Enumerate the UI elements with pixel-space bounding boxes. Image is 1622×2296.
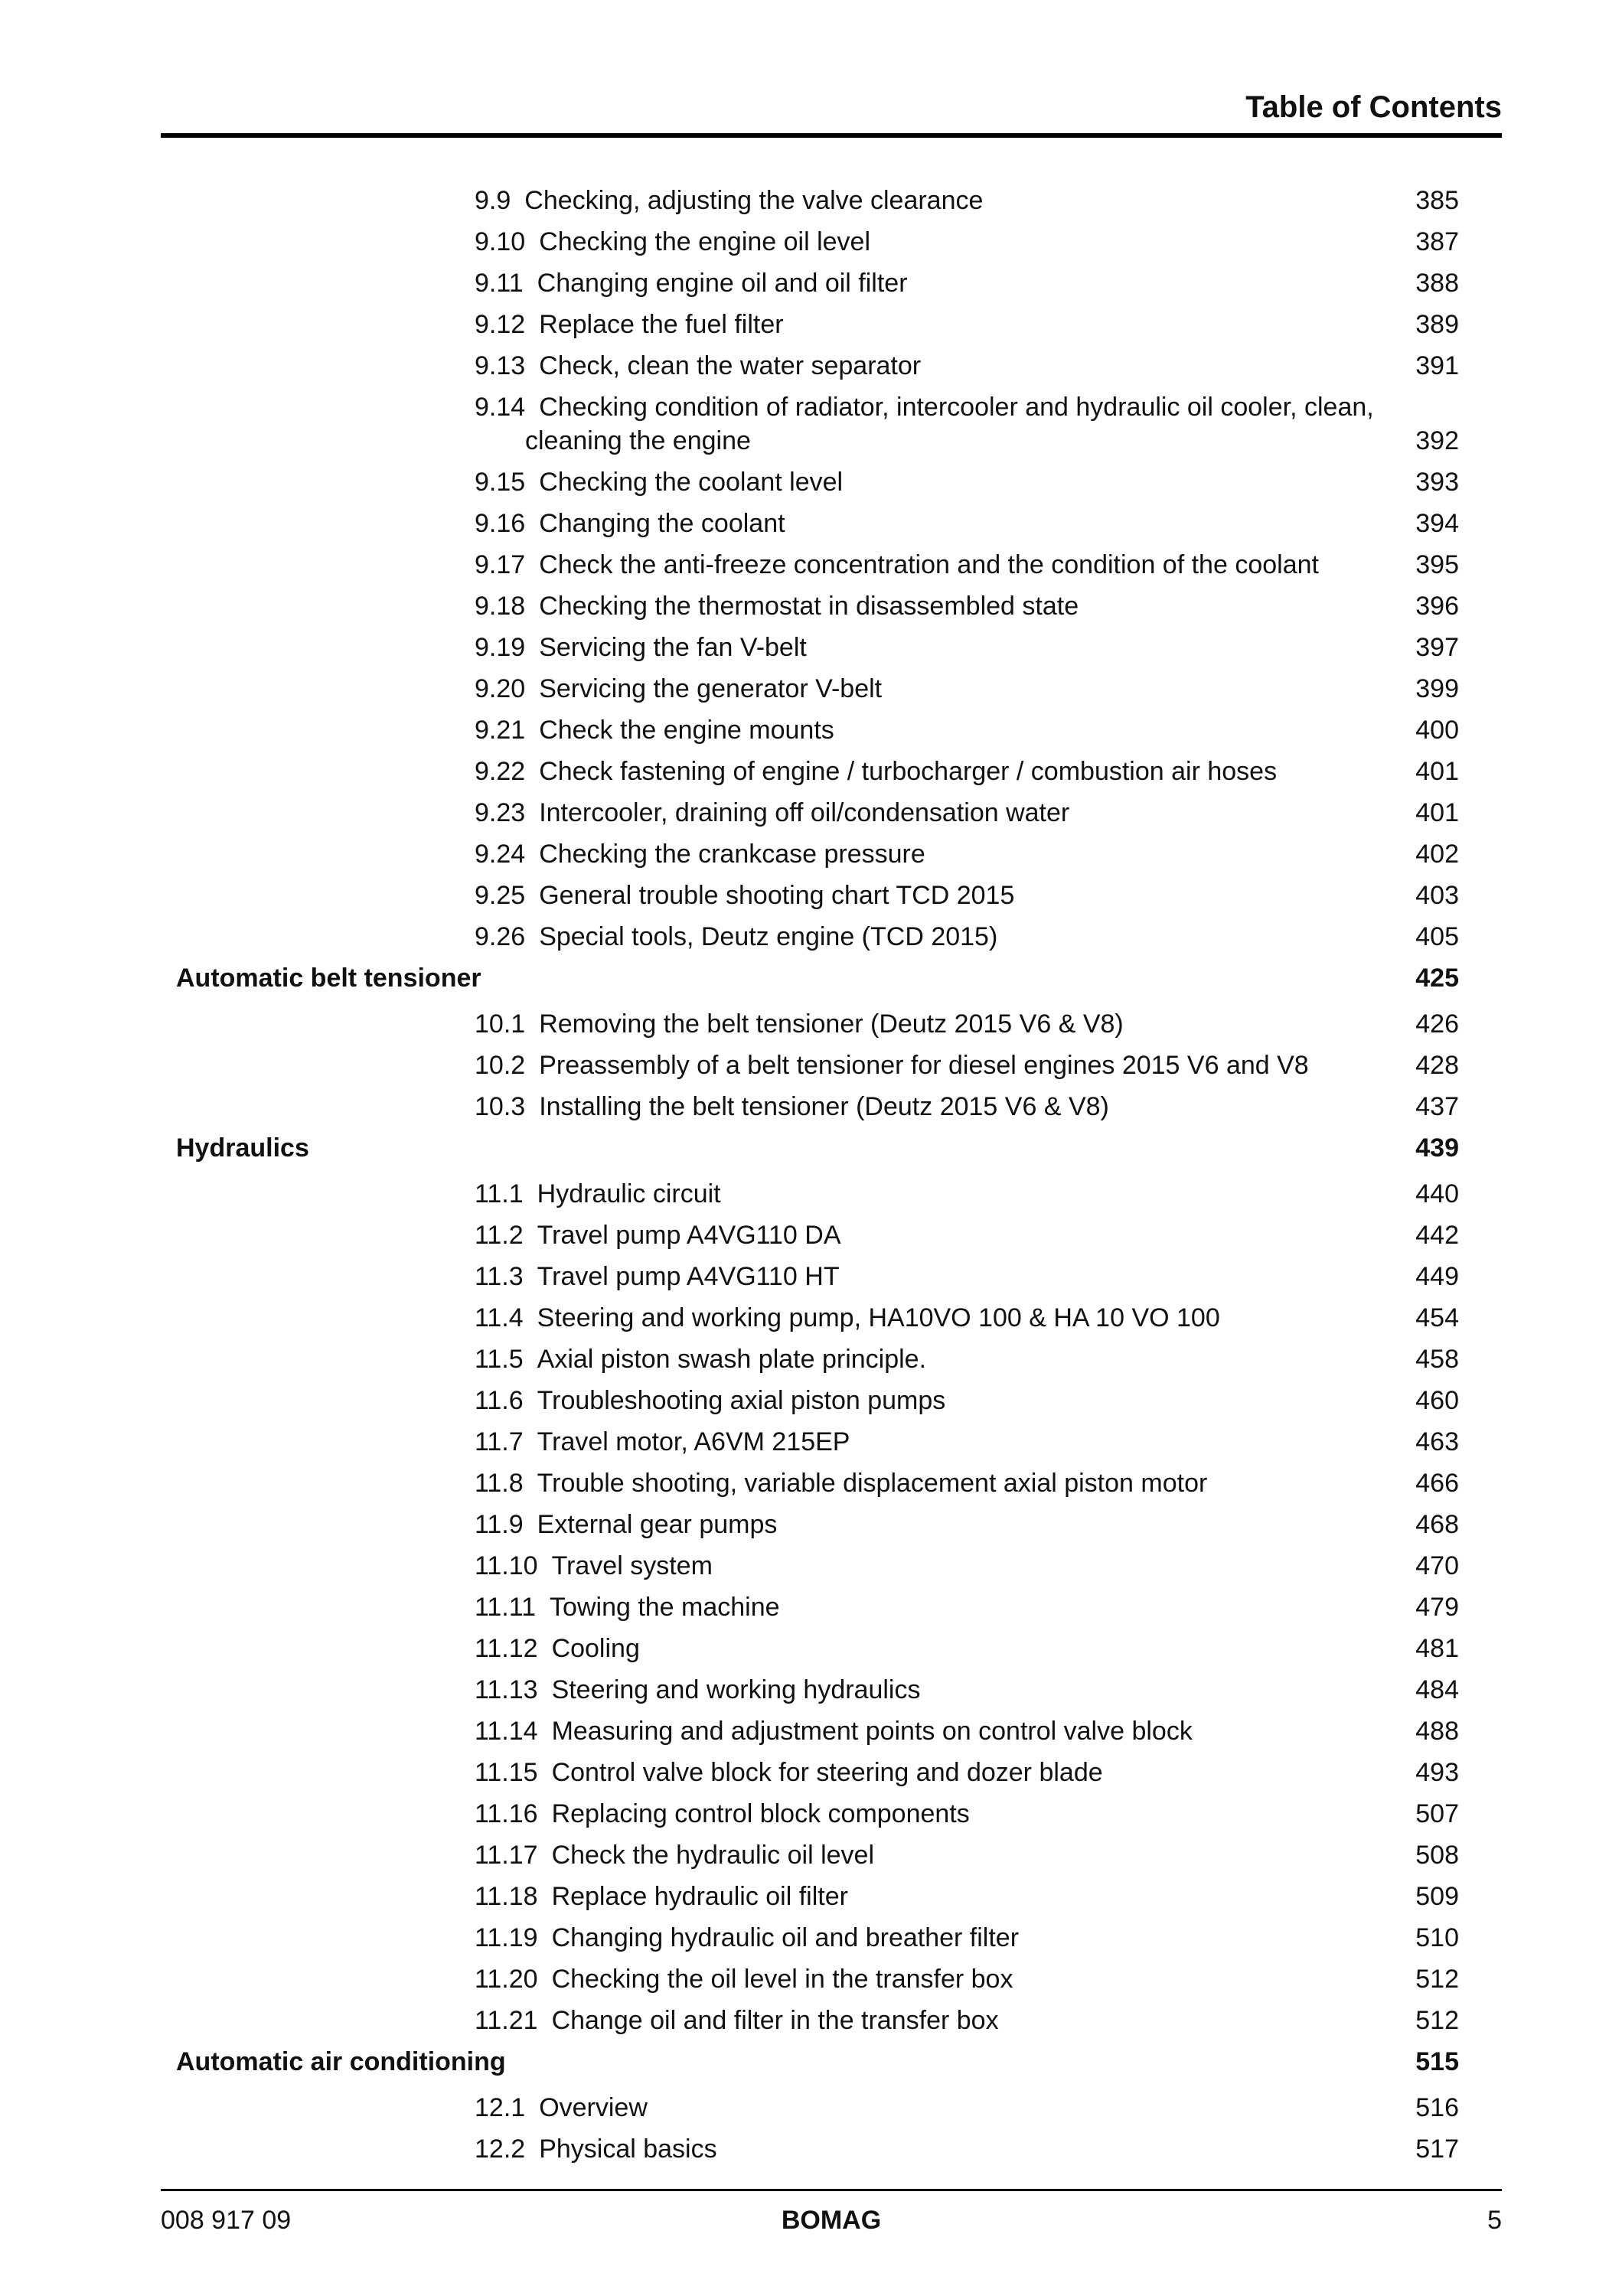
toc-entry-title: Checking condition of radiator, intercooler and hydraulic oil cooler, clean,	[539, 393, 1374, 422]
toc-entry-label	[475, 1962, 1013, 1996]
toc-page-number: 428	[1415, 1051, 1459, 1080]
toc-section-number: 9.17	[475, 550, 526, 579]
toc-page-number: 481	[1415, 1634, 1459, 1663]
toc-entry-label	[176, 961, 481, 995]
toc-entry-label	[475, 1007, 1124, 1041]
toc-entry-label	[475, 755, 1277, 788]
toc-section-entry	[161, 1590, 1502, 1632]
toc-page-number: 510	[1415, 1923, 1459, 1952]
toc-entry-title: Steering and working hydraulics	[551, 1675, 921, 1704]
toc-entry-title: Physical basics	[539, 2135, 717, 2164]
toc-section-number: 12.2	[475, 2135, 526, 2164]
toc-section-number: 11.20	[475, 1965, 538, 1994]
toc-entry-label	[475, 1880, 848, 1913]
toc-entry-label	[475, 308, 784, 341]
toc-entry-title: Preassembly of a belt tensioner for diesel engines 2015 V6 and V8	[539, 1051, 1309, 1080]
toc-page-number: 454	[1415, 1303, 1459, 1332]
toc-page-number: 392	[1415, 426, 1459, 455]
toc-section-entry	[161, 1260, 1502, 1301]
toc-section-number: 11.11	[475, 1593, 537, 1622]
toc-section-number: 11.6	[475, 1386, 524, 1415]
toc-entry-title: Installing the belt tensioner (Deutz 2015 V6 & V8)	[539, 1092, 1109, 1121]
toc-section-entry	[161, 2004, 1502, 2045]
toc-entry-label	[475, 349, 921, 383]
toc-entry-title: Checking the engine oil level	[539, 227, 871, 256]
toc-section-number: 9.15	[475, 468, 526, 497]
toc-chapter-entry	[161, 961, 1502, 1007]
toc-page-number: 387	[1415, 227, 1459, 256]
toc-section-entry	[161, 1549, 1502, 1590]
toc-section-number: 11.7	[475, 1427, 524, 1456]
toc-entry-title: Steering and working pump, HA10VO 100 & HA 10 VO 100	[537, 1303, 1220, 1332]
toc-section-number: 10.1	[475, 1009, 526, 1039]
toc-section-number: 11.8	[475, 1469, 524, 1498]
toc-entry-title: Check, clean the water separator	[539, 351, 922, 380]
toc-entry-title: Travel pump A4VG110 DA	[537, 1221, 841, 1250]
toc-page-number: 426	[1415, 1009, 1459, 1039]
toc-section-entry	[161, 755, 1502, 796]
toc-page-number: 512	[1415, 1965, 1459, 1994]
toc-entry-label	[475, 837, 925, 871]
toc-section-number: 9.13	[475, 351, 526, 380]
toc-section-entry	[161, 2132, 1502, 2174]
toc-section-number: 11.17	[475, 1841, 538, 1870]
toc-entry-label	[475, 1049, 1309, 1082]
toc-page-number: 512	[1415, 2006, 1459, 2035]
toc-section-entry	[161, 465, 1502, 507]
toc-page-number: 389	[1415, 310, 1459, 339]
toc-page-number: 515	[1415, 2047, 1459, 2076]
toc-entry-label	[475, 1797, 970, 1831]
toc-entry-title: Servicing the generator V-belt	[539, 674, 883, 703]
toc-page-number: 440	[1415, 1179, 1459, 1208]
toc-entry-title: Check fastening of engine / turbocharger / combustion air hoses	[539, 757, 1278, 786]
toc-section-entry	[161, 672, 1502, 713]
toc-section-entry	[161, 390, 1502, 465]
toc-entry-title: Changing hydraulic oil and breather filter	[551, 1923, 1020, 1952]
toc-section-entry	[161, 837, 1502, 879]
toc-entry-label	[475, 1218, 841, 1252]
toc-page-number: 403	[1415, 881, 1459, 910]
toc-section-entry	[161, 1921, 1502, 1962]
toc-entry-label	[475, 879, 1014, 912]
toc-entry-title: Special tools, Deutz engine (TCD 2015)	[539, 922, 998, 951]
toc-entry-label	[475, 672, 882, 706]
toc-section-entry	[161, 589, 1502, 631]
toc-section-entry	[161, 1508, 1502, 1549]
toc-entry-title-continuation: cleaning the engine	[525, 426, 751, 455]
toc-entry-label	[475, 2091, 648, 2125]
toc-entry-title: Check the hydraulic oil level	[551, 1841, 874, 1870]
toc-entry-label	[475, 1466, 1207, 1500]
toc-section-entry	[161, 266, 1502, 308]
toc-section-entry	[161, 1756, 1502, 1797]
toc-entry-title: Trouble shooting, variable displacement axial piston motor	[537, 1469, 1208, 1498]
toc-section-number: 11.9	[475, 1510, 524, 1539]
toc-page-number: 468	[1415, 1510, 1459, 1539]
toc-section-entry	[161, 1714, 1502, 1756]
toc-entry-title: Overview	[539, 2093, 648, 2122]
toc-entry-title: Troubleshooting axial piston pumps	[537, 1386, 946, 1415]
toc-page-number: 399	[1415, 674, 1459, 703]
toc-section-entry	[161, 1177, 1502, 1218]
toc-page-number: 394	[1415, 509, 1459, 538]
toc-section-entry	[161, 308, 1502, 349]
toc-section-number: 11.1	[475, 1179, 524, 1208]
toc-page-number: 508	[1415, 1841, 1459, 1870]
toc-section-number: 9.19	[475, 633, 526, 662]
toc-section-number: 11.10	[475, 1551, 538, 1580]
toc-page-number: 449	[1415, 1262, 1459, 1291]
toc-entry-label	[475, 1632, 640, 1665]
toc-page-number: 479	[1415, 1593, 1459, 1622]
toc-section-entry	[161, 1049, 1502, 1090]
toc-chapter-entry	[161, 1131, 1502, 1177]
toc-entry-title: Replacing control block components	[551, 1799, 970, 1828]
toc-section-entry	[161, 225, 1502, 266]
toc-section-entry	[161, 1425, 1502, 1466]
toc-entry-title: Checking the coolant level	[539, 468, 844, 497]
toc-entry-label	[475, 920, 997, 954]
toc-section-number: 11.14	[475, 1717, 538, 1746]
toc-entry-title: Measuring and adjustment points on control valve block	[551, 1717, 1193, 1746]
toc-entry-title: Intercooler, draining off oil/condensation water	[539, 798, 1070, 827]
toc-section-entry	[161, 1673, 1502, 1714]
brand-name: BOMAG	[781, 2206, 882, 2235]
toc-section-number: 9.20	[475, 674, 526, 703]
toc-entry-title: Hydraulic circuit	[537, 1179, 721, 1208]
toc-entry-label	[475, 2004, 999, 2037]
toc-entry-title: Checking the oil level in the transfer box	[551, 1965, 1013, 1994]
toc-entry-label	[475, 266, 908, 300]
toc-entry-label	[475, 390, 1424, 458]
toc-section-number: 9.18	[475, 592, 526, 621]
toc-entry-label	[475, 796, 1069, 830]
toc-section-number: 10.2	[475, 1051, 526, 1080]
toc-section-entry	[161, 1090, 1502, 1131]
toc-section-entry	[161, 1632, 1502, 1673]
footer-rule	[161, 2189, 1502, 2191]
toc-entry-label	[475, 1342, 926, 1376]
toc-section-entry	[161, 2091, 1502, 2132]
page-footer	[161, 2201, 1502, 2239]
toc-section-entry	[161, 1838, 1502, 1880]
toc-section-number: 11.21	[475, 2006, 538, 2035]
toc-entry-title: External gear pumps	[537, 1510, 778, 1539]
toc-entry-title: Removing the belt tensioner (Deutz 2015 V6 & V8)	[539, 1009, 1124, 1039]
toc-entry-title: General trouble shooting chart TCD 2015	[539, 881, 1015, 910]
toc-section-number: 9.22	[475, 757, 526, 786]
toc-entry-title: Checking the crankcase pressure	[539, 840, 925, 869]
toc-section-entry	[161, 1218, 1502, 1260]
toc-entry-label	[475, 1549, 713, 1583]
toc-page-number: 488	[1415, 1717, 1459, 1746]
toc-entry-title: Travel pump A4VG110 HT	[537, 1262, 840, 1291]
toc-entry-label	[475, 1590, 780, 1624]
toc-page-number: 401	[1415, 798, 1459, 827]
toc-entry-label	[475, 1425, 850, 1459]
toc-entry-title: Replace hydraulic oil filter	[551, 1882, 848, 1911]
toc-entry-title: Change oil and filter in the transfer box	[551, 2006, 999, 2035]
toc-section-entry	[161, 796, 1502, 837]
toc-entry-title: Axial piston swash plate principle.	[537, 1345, 927, 1374]
toc-page-number: 442	[1415, 1221, 1459, 1250]
toc-section-number: 11.4	[475, 1303, 524, 1332]
toc-page-number: 509	[1415, 1882, 1459, 1911]
toc-section-number: 11.12	[475, 1634, 538, 1663]
toc-entry-label	[475, 1714, 1193, 1748]
toc-entry-label	[475, 1508, 777, 1541]
toc-page-number: 402	[1415, 840, 1459, 869]
toc-entry-label	[475, 1921, 1019, 1955]
toc-entry-label	[475, 465, 843, 499]
toc-entry-label	[475, 1756, 1103, 1789]
toc-section-number: 11.19	[475, 1923, 538, 1952]
toc-page-number: 400	[1415, 716, 1459, 745]
toc-section-entry	[161, 507, 1502, 548]
toc-section-number: 9.16	[475, 509, 526, 538]
document-number: 008 917 09	[161, 2206, 292, 2235]
toc-section-entry	[161, 548, 1502, 589]
toc-page-number: 439	[1415, 1133, 1459, 1163]
toc-entry-title: Check the engine mounts	[539, 716, 834, 745]
toc-section-number: 11.3	[475, 1262, 524, 1291]
toc-entry-label	[475, 713, 834, 747]
toc-section-entry	[161, 184, 1502, 225]
toc-section-number: 11.18	[475, 1882, 538, 1911]
toc-page-number: 507	[1415, 1799, 1459, 1828]
toc-page-number: 437	[1415, 1092, 1459, 1121]
toc-page-number: 397	[1415, 633, 1459, 662]
toc-section-number: 11.5	[475, 1345, 524, 1374]
toc-page-number: 401	[1415, 757, 1459, 786]
toc-section-number: 9.26	[475, 922, 526, 951]
toc-section-number: 9.23	[475, 798, 526, 827]
toc-entry-label	[475, 507, 785, 540]
toc-entry-label	[475, 184, 983, 217]
toc-section-number: 9.11	[475, 269, 524, 298]
toc-entry-title: Automatic belt tensioner	[176, 964, 481, 993]
toc-entry-title: Hydraulics	[176, 1133, 309, 1163]
toc-entry-title: Check the anti-freeze concentration and the condition of the coolant	[539, 550, 1319, 579]
toc-section-entry	[161, 1342, 1502, 1384]
toc-entry-title: Checking, adjusting the valve clearance	[524, 186, 984, 215]
toc-section-entry	[161, 1962, 1502, 2004]
toc-page-number: 517	[1415, 2135, 1459, 2164]
toc-section-entry	[161, 349, 1502, 390]
toc-entry-label	[176, 1131, 309, 1165]
toc-page-number: 516	[1415, 2093, 1459, 2122]
toc-section-number: 12.1	[475, 2093, 526, 2122]
toc-section-entry	[161, 1880, 1502, 1921]
page-number: 5	[1487, 2206, 1502, 2235]
toc-entry-label	[475, 1177, 721, 1211]
toc-page-number: 463	[1415, 1427, 1459, 1456]
toc-section-number: 9.12	[475, 310, 526, 339]
toc-entry-title: Replace the fuel filter	[539, 310, 784, 339]
toc-section-entry	[161, 713, 1502, 755]
toc-section-number: 11.2	[475, 1221, 524, 1250]
toc-entry-title: Control valve block for steering and dozer blade	[551, 1758, 1103, 1787]
toc-section-number: 9.14	[475, 393, 526, 422]
toc-entry-label	[475, 1260, 840, 1293]
toc-entry-title: Travel system	[551, 1551, 713, 1580]
toc-entry-title: Cooling	[551, 1634, 640, 1663]
toc-page-number: 484	[1415, 1675, 1459, 1704]
toc-page-number: 405	[1415, 922, 1459, 951]
toc-section-number: 11.15	[475, 1758, 538, 1787]
toc-entry-label	[475, 225, 870, 259]
toc-page-number: 388	[1415, 269, 1459, 298]
toc-entry-title: Checking the thermostat in disassembled state	[539, 592, 1079, 621]
toc-page-number: 493	[1415, 1758, 1459, 1787]
toc-page-number: 393	[1415, 468, 1459, 497]
toc-section-entry	[161, 1797, 1502, 1838]
toc-entry-label	[475, 1301, 1220, 1335]
toc-section-entry	[161, 879, 1502, 920]
toc-page-number: 425	[1415, 964, 1459, 993]
toc-entry-label	[475, 2132, 717, 2166]
header-rule	[161, 133, 1502, 138]
toc-section-entry	[161, 1007, 1502, 1049]
toc-page-number: 396	[1415, 592, 1459, 621]
toc-entry-label	[176, 2045, 506, 2079]
toc-section-number: 10.3	[475, 1092, 526, 1121]
toc-entry-label	[475, 1090, 1109, 1124]
toc-section-number: 9.9	[475, 186, 511, 215]
toc-section-entry	[161, 1384, 1502, 1425]
toc-section-number: 9.21	[475, 716, 526, 745]
toc-page-number: 466	[1415, 1469, 1459, 1498]
toc-section-number: 9.25	[475, 881, 526, 910]
toc-entry-title: Changing the coolant	[539, 509, 785, 538]
page-title: Table of Contents	[1245, 90, 1502, 124]
toc-entry-label	[475, 548, 1319, 582]
toc-page-number: 460	[1415, 1386, 1459, 1415]
page-header	[161, 84, 1502, 130]
toc-entry-title: Servicing the fan V-belt	[539, 633, 807, 662]
toc-page-number: 458	[1415, 1345, 1459, 1374]
toc-page-number: 395	[1415, 550, 1459, 579]
toc-chapter-entry	[161, 2045, 1502, 2091]
toc-section-entry	[161, 631, 1502, 672]
table-of-contents	[161, 184, 1502, 2174]
toc-entry-label	[475, 1673, 921, 1707]
toc-section-number: 9.24	[475, 840, 526, 869]
toc-section-number: 11.13	[475, 1675, 538, 1704]
toc-entry-label	[475, 1838, 874, 1872]
toc-page-number: 470	[1415, 1551, 1459, 1580]
toc-entry-label	[475, 1384, 945, 1417]
toc-section-entry	[161, 1301, 1502, 1342]
toc-entry-label	[475, 631, 807, 664]
toc-section-number: 11.16	[475, 1799, 538, 1828]
toc-entry-title: Towing the machine	[550, 1593, 780, 1622]
toc-page-number: 385	[1415, 186, 1459, 215]
toc-page-number: 391	[1415, 351, 1459, 380]
toc-section-entry	[161, 920, 1502, 961]
toc-entry-title: Automatic air conditioning	[176, 2047, 506, 2076]
toc-section-number: 9.10	[475, 227, 526, 256]
toc-section-entry	[161, 1466, 1502, 1508]
toc-entry-title: Travel motor, A6VM 215EP	[537, 1427, 850, 1456]
toc-entry-label	[475, 589, 1079, 623]
toc-entry-title: Changing engine oil and oil filter	[537, 269, 908, 298]
